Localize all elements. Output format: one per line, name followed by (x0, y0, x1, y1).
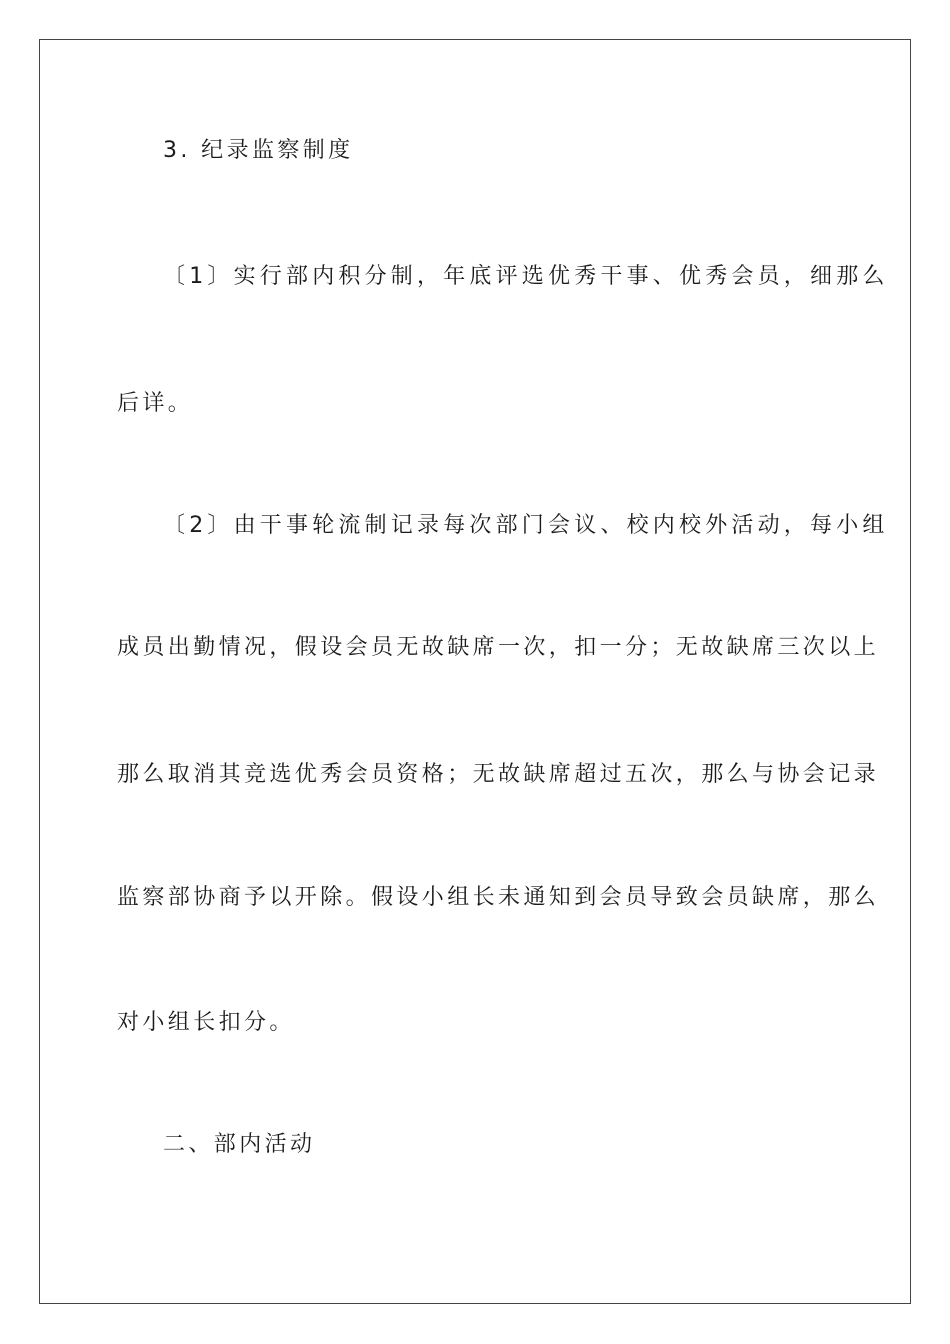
section-heading: 3. 纪录监察制度 (163, 138, 354, 163)
section-heading: 二、部内活动 (163, 1132, 316, 1157)
paragraph-line: 监察部协商予以开除。假设小组长未通知到会员导致会员缺席，那么 (117, 885, 880, 910)
paragraph-line: 〔2〕由干事轮流制记录每次部门会议、校内校外活动，每小组 (163, 513, 889, 538)
paragraph-line: 〔1〕实行部内积分制，年底评选优秀干事、优秀会员，细那么 (163, 264, 889, 289)
paragraph-line: 成员出勤情况，假设会员无故缺席一次，扣一分；无故缺席三次以上 (117, 635, 880, 660)
paragraph-line: 对小组长扣分。 (117, 1010, 295, 1035)
paragraph-line: 那么取消其竞选优秀会员资格；无故缺席超过五次，那么与协会记录 (117, 762, 880, 787)
paragraph-line: 后详。 (117, 391, 194, 416)
page-border (39, 39, 911, 1304)
